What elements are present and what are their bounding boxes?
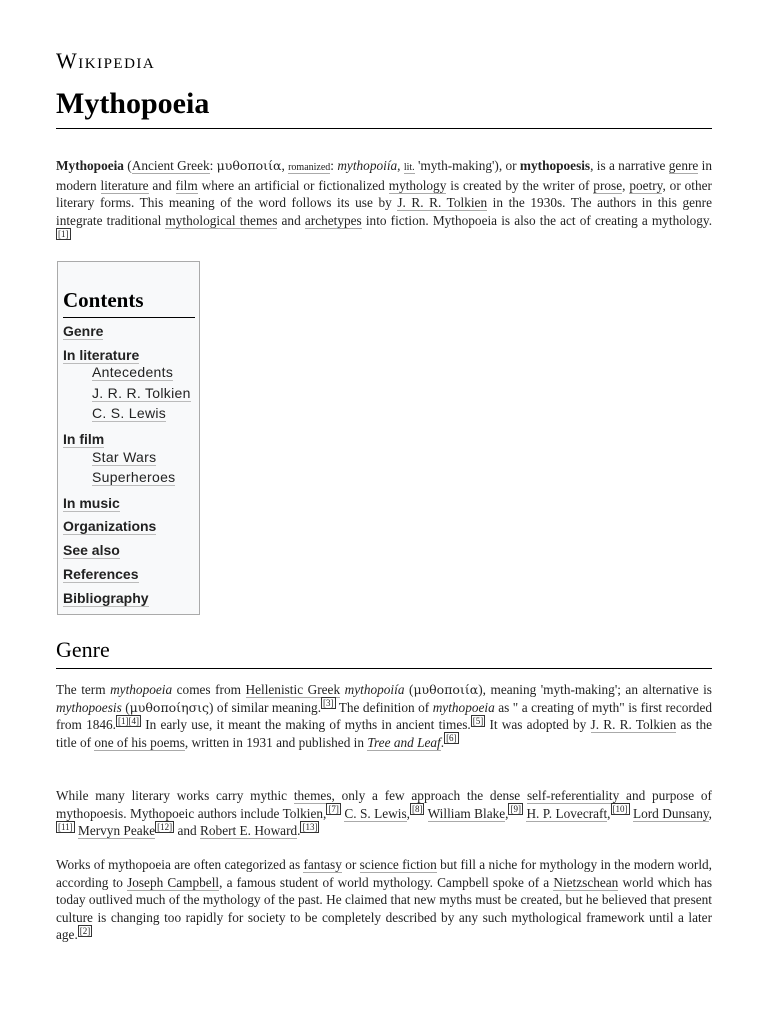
intro-text: (	[123, 158, 132, 173]
citation-ref[interactable]: [9]	[510, 804, 521, 815]
citation-ref[interactable]: [10]	[612, 804, 628, 815]
toc-item-genre[interactable]: Genre	[63, 323, 104, 339]
body-text: In early use, it meant the making of myths in ancient times.	[140, 717, 471, 733]
toc-item-in-music[interactable]: In music	[63, 495, 120, 511]
body-text: ,	[505, 805, 509, 821]
toc-item-superheroes[interactable]: Superheroes	[92, 469, 176, 485]
link-archetypes[interactable]: archetypes	[304, 212, 362, 228]
body-text: ,	[708, 805, 712, 821]
page-title: Mythopoeia	[56, 84, 712, 129]
romanized-label[interactable]: romanized	[288, 162, 331, 173]
intro-text: 'myth-making'), or	[414, 158, 520, 173]
link-genre[interactable]: genre	[668, 158, 699, 173]
link-one-of-his-poems[interactable]: one of his poems	[94, 734, 185, 750]
genre-paragraph-1	[56, 681, 712, 751]
citation-ref[interactable]: [1][4]	[117, 715, 139, 726]
literal-label[interactable]: lit.	[403, 162, 415, 173]
intro-text: is created by the writer of	[446, 177, 594, 193]
body-text: ,	[607, 805, 611, 821]
body-text: It was adopted by	[485, 717, 591, 733]
body-text: The term	[56, 682, 111, 697]
toc-item-tolkien[interactable]: J. R. R. Tolkien	[92, 385, 191, 401]
intro-text: :	[209, 158, 217, 173]
link-science-fiction[interactable]: science fiction	[359, 857, 437, 872]
transliteration: mythopoiía	[337, 158, 398, 173]
link-tree-and-leaf[interactable]: Tree and Leaf	[367, 734, 441, 750]
link-self-referentiality[interactable]: self-referentiality	[526, 788, 620, 803]
toc-item-in-film[interactable]: In film	[63, 431, 105, 447]
toc-item-antecedents[interactable]: Antecedents	[92, 364, 174, 380]
wikipedia-logo[interactable]: Wikipedia	[56, 48, 156, 73]
intro-text: and	[277, 212, 305, 228]
body-text: (	[121, 699, 130, 715]
intro-term: Mythopoeia	[56, 158, 124, 173]
citation-ref[interactable]: [3]	[323, 698, 334, 709]
toc-item-references[interactable]: References	[63, 566, 139, 582]
body-text: .	[297, 823, 301, 839]
intro-paragraph	[56, 157, 712, 247]
intro-text: and	[148, 177, 176, 193]
intro-text: ,	[281, 158, 289, 173]
link-fantasy[interactable]: fantasy	[303, 857, 342, 872]
intro-text: , or other literary forms. This meaning of the word follows its use by	[56, 177, 712, 211]
citation-ref[interactable]: [11]	[58, 821, 73, 832]
italic-term: mythopoeia	[110, 682, 173, 697]
greek-word: μυθοποίησις	[129, 699, 210, 715]
toc-item-star-wars[interactable]: Star Wars	[92, 449, 157, 465]
intro-text: in the 1930s. The authors in this genre integrate traditional	[56, 195, 713, 228]
intro-text: ,	[397, 158, 404, 173]
citation-ref[interactable]: [2]	[79, 925, 91, 936]
body-text: or	[341, 857, 360, 872]
body-text: but fill a niche for mythology in the modern world, according to	[56, 857, 712, 890]
citation-ref[interactable]: [12]	[157, 821, 173, 832]
link-literature[interactable]: literature	[100, 177, 149, 193]
citation-ref[interactable]: [8]	[411, 804, 423, 815]
section-heading-genre: Genre	[56, 636, 712, 669]
body-text: The definition of	[335, 699, 433, 715]
toc-item-organizations[interactable]: Organizations	[63, 518, 157, 534]
intro-text: :	[330, 158, 338, 173]
body-text: ), meaning 'myth-making'; an alternative is	[478, 682, 712, 697]
body-text: , a famous student of world mythology. Campbell spoke of a	[219, 874, 554, 890]
citation-ref[interactable]: [5]	[472, 715, 484, 726]
citation-ref[interactable]: [6]	[446, 733, 457, 744]
greek-word: μυθοποιία	[413, 682, 479, 697]
link-prose[interactable]: prose	[593, 177, 623, 193]
link-joseph-campbell[interactable]: Joseph Campbell	[127, 874, 220, 890]
body-text: as the title of	[56, 717, 713, 750]
link-tolkien-2[interactable]: J. R. R. Tolkien	[590, 717, 677, 733]
toc-title: Contents	[63, 288, 195, 318]
intro-text: ,	[622, 177, 630, 193]
body-text: world which has today outlived much of the mythology of the past. He claimed that new myths must be created, but he believed that present culture is changing too rapidly for society to be completely described by any such mythological framework until a later age.	[56, 874, 712, 943]
toc-item-in-literature[interactable]: In literature	[63, 347, 140, 363]
body-text: .	[440, 734, 445, 750]
body-text: and	[174, 823, 201, 839]
link-mythology[interactable]: mythology	[388, 177, 447, 193]
body-text: and purpose of mythopoesis. Mythopoeic authors include Tolkien,	[56, 788, 712, 821]
link-mervyn-peake[interactable]: Mervyn Peake	[78, 823, 156, 839]
citation-ref[interactable]: [1]	[58, 228, 69, 239]
link-william-blake[interactable]: William Blake	[427, 805, 506, 821]
toc-item-cs-lewis[interactable]: C. S. Lewis	[92, 405, 167, 421]
intro-text: where an artificial or fictionalized	[197, 177, 389, 193]
intro-text: , is a narrative	[590, 158, 669, 173]
link-tolkien[interactable]: J. R. R. Tolkien	[397, 195, 488, 211]
toc-item-see-also[interactable]: See also	[63, 542, 120, 558]
italic-term: mythopoesis	[56, 699, 122, 715]
body-text: (	[404, 682, 414, 697]
toc-item-bibliography[interactable]: Bibliography	[63, 590, 149, 606]
italic-term: mythopoiía	[344, 682, 405, 697]
citation-ref[interactable]: [7]	[328, 804, 339, 815]
body-text: While many literary works carry mythic	[56, 788, 294, 803]
body-text: ) of similar meaning.	[209, 699, 322, 715]
body-text: comes from	[172, 682, 246, 697]
intro-text: into fiction. Mythopoeia is also the act of creating a mythology.	[361, 212, 713, 228]
link-robert-howard[interactable]: Robert E. Howard	[200, 823, 298, 839]
link-cs-lewis[interactable]: C. S. Lewis	[344, 805, 407, 821]
intro-text: in modern	[56, 158, 712, 193]
link-film[interactable]: film	[175, 177, 198, 193]
table-of-contents	[57, 261, 200, 615]
link-nietzschean[interactable]: Nietzschean	[553, 874, 619, 890]
intro-alt-term: mythopoesis	[519, 158, 591, 173]
link-lovecraft[interactable]: H. P. Lovecraft	[526, 805, 608, 821]
italic-term: mythopoeia	[432, 699, 495, 715]
citation-ref[interactable]: [13]	[302, 821, 318, 832]
body-text: as " a creating of myth" is first recorded from 1846.	[56, 699, 712, 733]
link-poetry[interactable]: poetry	[629, 177, 663, 193]
link-mythological-themes[interactable]: mythological themes	[165, 212, 278, 228]
link-themes[interactable]: themes	[293, 788, 332, 803]
link-ancient-greek[interactable]: Ancient Greek	[131, 158, 210, 173]
body-text: , only a few approach the dense	[331, 788, 527, 803]
link-lord-dunsany[interactable]: Lord Dunsany	[632, 805, 709, 821]
genre-paragraph-3	[56, 856, 712, 944]
genre-paragraph-2	[56, 787, 712, 840]
greek-word: μυθοποιία	[216, 158, 282, 173]
body-text: , written in 1931 and published in	[184, 734, 368, 750]
body-text: Works of mythopoeia are often categorized as	[56, 857, 304, 872]
link-hellenistic-greek[interactable]: Hellenistic Greek	[245, 682, 341, 697]
body-text: ,	[406, 805, 410, 821]
